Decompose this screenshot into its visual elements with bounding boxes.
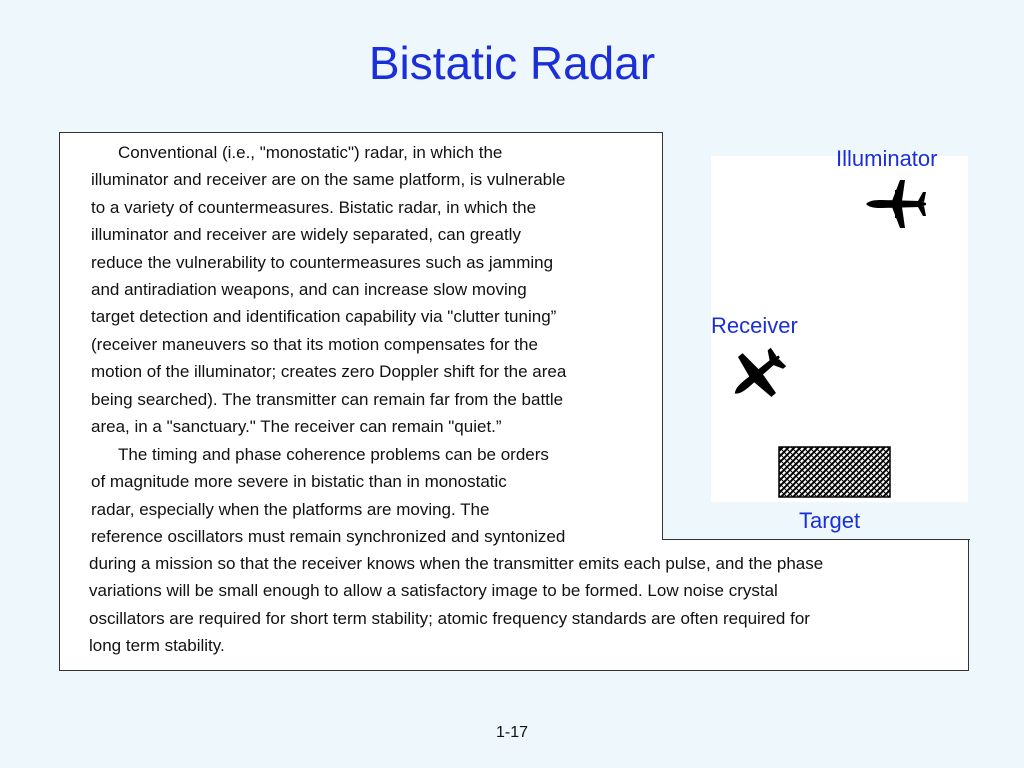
text-line: Conventional (i.e., "monostatic") radar, in which the [118,143,503,162]
text-line: target detection and identification capability via "clutter tuning” [91,307,557,327]
slide-title: Bistatic Radar [368,37,656,89]
text-line: variations will be small enough to allow a satisfactory image to be formed. Low noise crystal [89,581,778,601]
illuminator-airplane-icon [862,178,930,230]
text-line: area, in a "sanctuary." The receiver can remain "quiet.” [91,417,502,437]
text-line: motion of the illuminator; creates zero Doppler shift for the area [91,362,567,382]
page-number: 1-17 [495,724,529,741]
text-line: reduce the vulnerability to countermeasures such as jamming [91,252,554,272]
text-line: during a mission so that the receiver knows when the transmitter emits each pulse, and the phase [89,554,824,573]
target-hatched-icon [778,446,891,498]
receiver-airplane-icon [724,345,790,405]
text-line: illuminator and receiver are widely separated, can greatly [91,225,521,245]
paragraph-timing-coherence [91,441,565,551]
paragraph-conventional-radar [91,139,566,440]
text-line: long term stability. [89,636,225,656]
text-line: being searched). The transmitter can remain far from the battle [91,389,564,409]
text-line: illuminator and receiver are on the same platform, is vulnerable [91,170,566,190]
text-line: oscillators are required for short term stability; atomic frequency standards are often required for [89,608,810,628]
text-line: of magnitude more severe in bistatic than in monostatic [91,472,507,492]
text-line: and antiradiation weapons, and can increase slow moving [91,280,527,300]
target-label: Target [799,508,861,533]
text-line: reference oscillators must remain synchronized and syntonized [91,527,566,547]
text-line: to a variety of countermeasures. Bistatic radar, in which the [91,197,537,217]
text-line: (receiver maneuvers so that its motion compensates for the [91,334,538,354]
text-line: The timing and phase coherence problems can be orders [118,445,549,464]
receiver-label: Receiver [711,313,798,338]
text-line: radar, especially when the platforms are moving. The [91,499,490,519]
illuminator-label: Illuminator [836,146,938,171]
paragraph-timing-coherence-continued [89,550,823,660]
